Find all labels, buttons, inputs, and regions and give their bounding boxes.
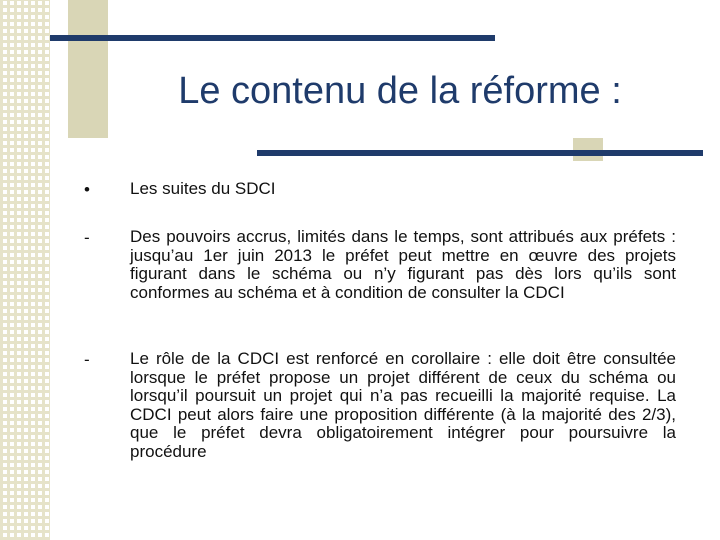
dash-marker: - <box>84 350 90 369</box>
bullet-marker: • <box>84 180 90 199</box>
decorative-olive-block-top <box>68 0 108 138</box>
side-decorative-pattern <box>0 0 50 540</box>
slide-title: Le contenu de la réforme : <box>178 70 622 112</box>
list-item-text: Le rôle de la CDCI est renforcé en corollaire : elle doit être consultée lorsque le préfet propose un projet différent de ceux du schéma ou lorsqu’il poursuit un projet qui n’a pas recueilli la majorité requise. La CDCI peut alors faire une proposition différente (à la majorité des 2/3), que le préfet devra obligatoirement intégrer pour poursuivre la procédure <box>130 349 676 461</box>
list-item-text: Des pouvoirs accrus, limités dans le temps, sont attribués aux préfets : jusqu’au 1er juin 2013 le préfet peut mettre en œuvre des projets figurant dans le schéma ou n’y figurant pas dès lors qu’ils sont conformes au schéma et à condition de consulter la CDCI <box>130 227 676 302</box>
dash-marker: - <box>84 228 90 247</box>
decorative-bar-bottom <box>257 150 703 156</box>
list-item-text: Les suites du SDCI <box>130 179 276 198</box>
decorative-bar-top <box>50 35 495 41</box>
